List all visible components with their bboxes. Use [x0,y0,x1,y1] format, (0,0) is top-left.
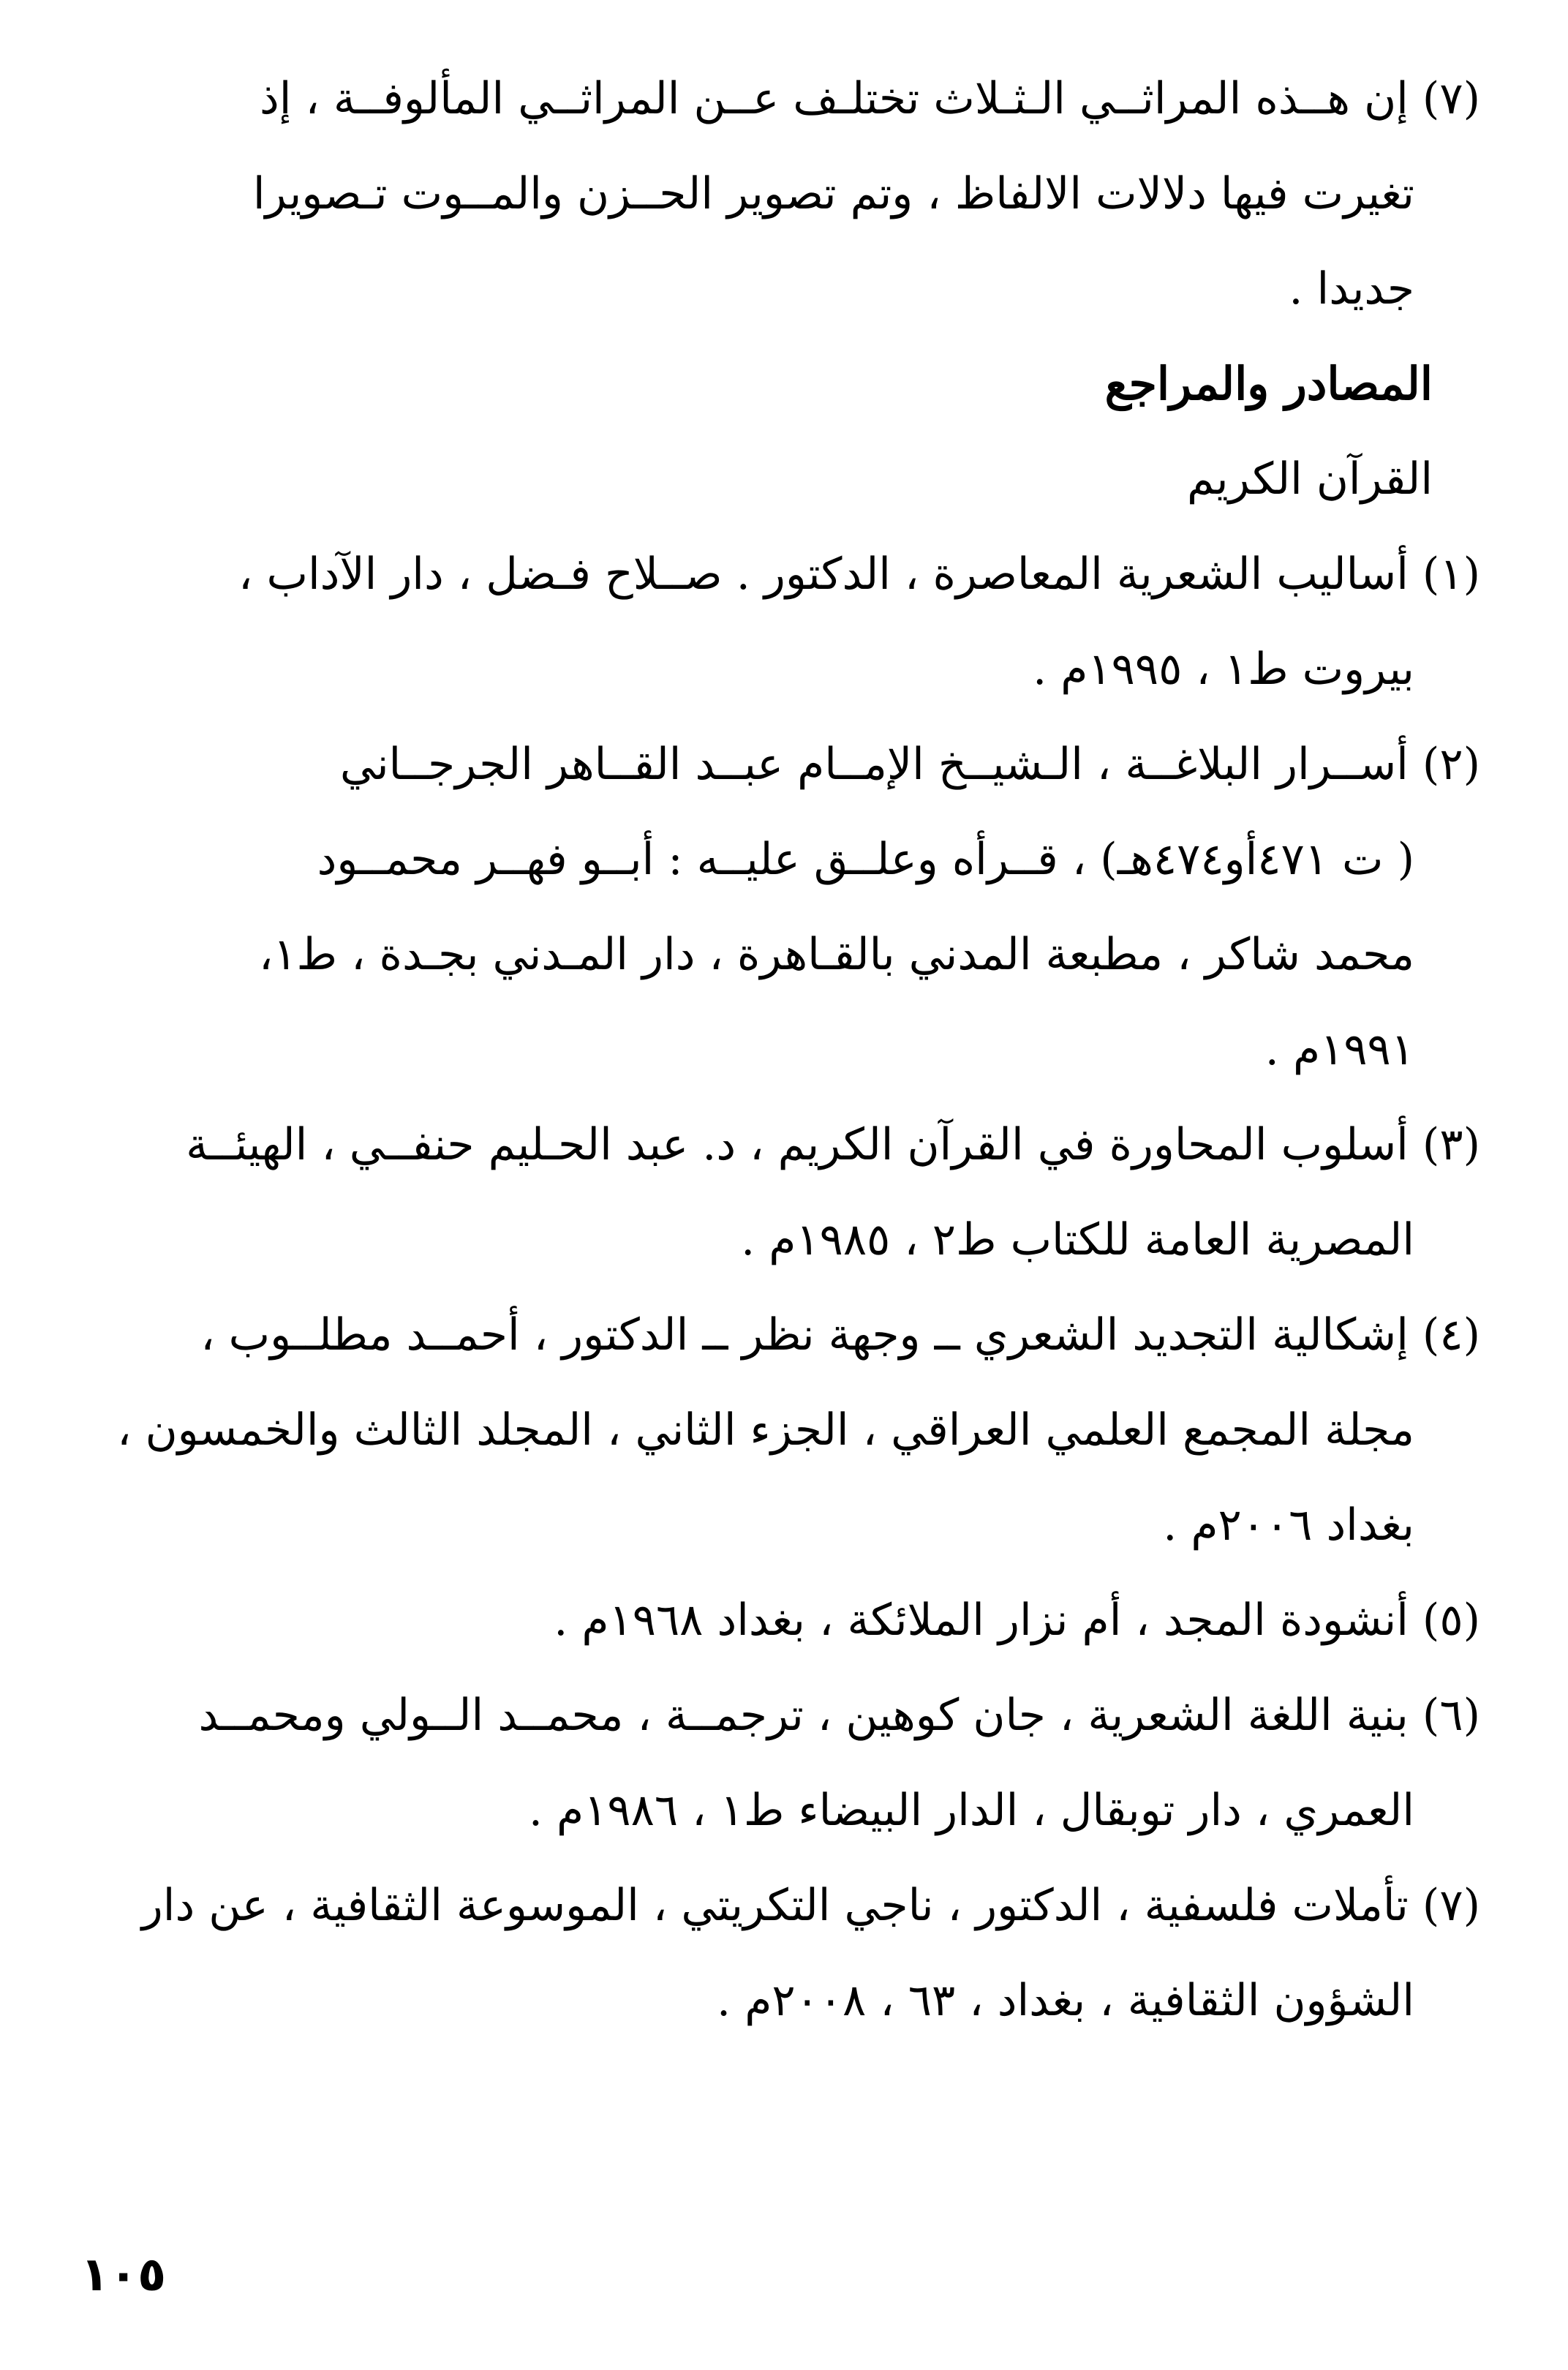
reference-1-line-2: بيروت ط١ ، ١٩٩٥م . [1033,644,1414,695]
reference-4-line-3: بغداد ٢٠٠٦م . [1163,1500,1414,1551]
reference-4-line-1: (٤) إشكالية التجديد الشعري ــ وجهة نظر ــ الدكتور ، أحمــد مطلــوب ، [200,1309,1480,1361]
conclusion-line-2: تغيرت فيها دلالات الالفاظ ، وتم تصوير الحــزن والمــوت تـصويرا [252,168,1414,219]
reference-7-line-1: (٧) تأملات فلسفية ، الدكتور ، ناجي التكريتي ، الموسوعة الثقافية ، عن دار [141,1880,1480,1931]
reference-3-line-2: المصرية العامة للكتاب ط٢ ، ١٩٨٥م . [741,1214,1414,1265]
conclusion-line-1: (٧) إن هــذه المراثــي الـثـلاث تختلـف عــن المراثــي المألوفــة ، إذ [260,73,1480,124]
reference-5-line-1: (٥) أنشودة المجد ، أم نزار الملائكة ، بغداد ١٩٦٨م . [554,1595,1480,1646]
reference-3-line-1: (٣) أسلوب المحاورة في القرآن الكريم ، د. عبد الحـليم حنفــي ، الهيئــة [186,1119,1480,1170]
conclusion-line-3: جديدا . [1289,263,1414,315]
reference-7-line-2: الشؤون الثقافية ، بغداد ، ٦٣ ، ٢٠٠٨م . [717,1975,1414,2026]
reference-2-line-3: محمد شاكر ، مطبعة المدني بالقـاهرة ، دار المـدني بجـدة ، ط١، [258,929,1414,980]
page-number: ١٠٥ [80,2248,167,2302]
reference-4-line-2: مجلة المجمع العلمي العراقي ، الجزء الثاني ، المجلد الثالث والخمسون ، [117,1404,1414,1456]
reference-2-line-4: ١٩٩١م . [1264,1024,1414,1075]
reference-6-line-2: العمري ، دار توبقال ، الدار البيضاء ط١ ، ١٩٨٦م . [528,1785,1414,1836]
references-quran: القرآن الكريم [1186,454,1433,505]
references-heading: المصادر والمراجع [1104,357,1433,410]
reference-6-line-1: (٦) بنية اللغة الشعرية ، جان كوهين ، ترجمــة ، محمــد الــولي ومحمــد [198,1690,1480,1741]
reference-1-line-1: (١) أساليب الشعرية المعاصرة ، الدكتور . صــلاح فـضل ، دار الآداب ، [238,549,1480,600]
reference-2-line-2: ( ت ٤٧١أو٤٧٤هـ) ، قــرأه وعلــق عليــه : أبــو فهــر محمــود [317,834,1414,885]
reference-2-line-1: (٢) أســرار البلاغــة ، الـشيــخ الإمــام عبــد القــاهر الجرجــاني [339,739,1480,790]
